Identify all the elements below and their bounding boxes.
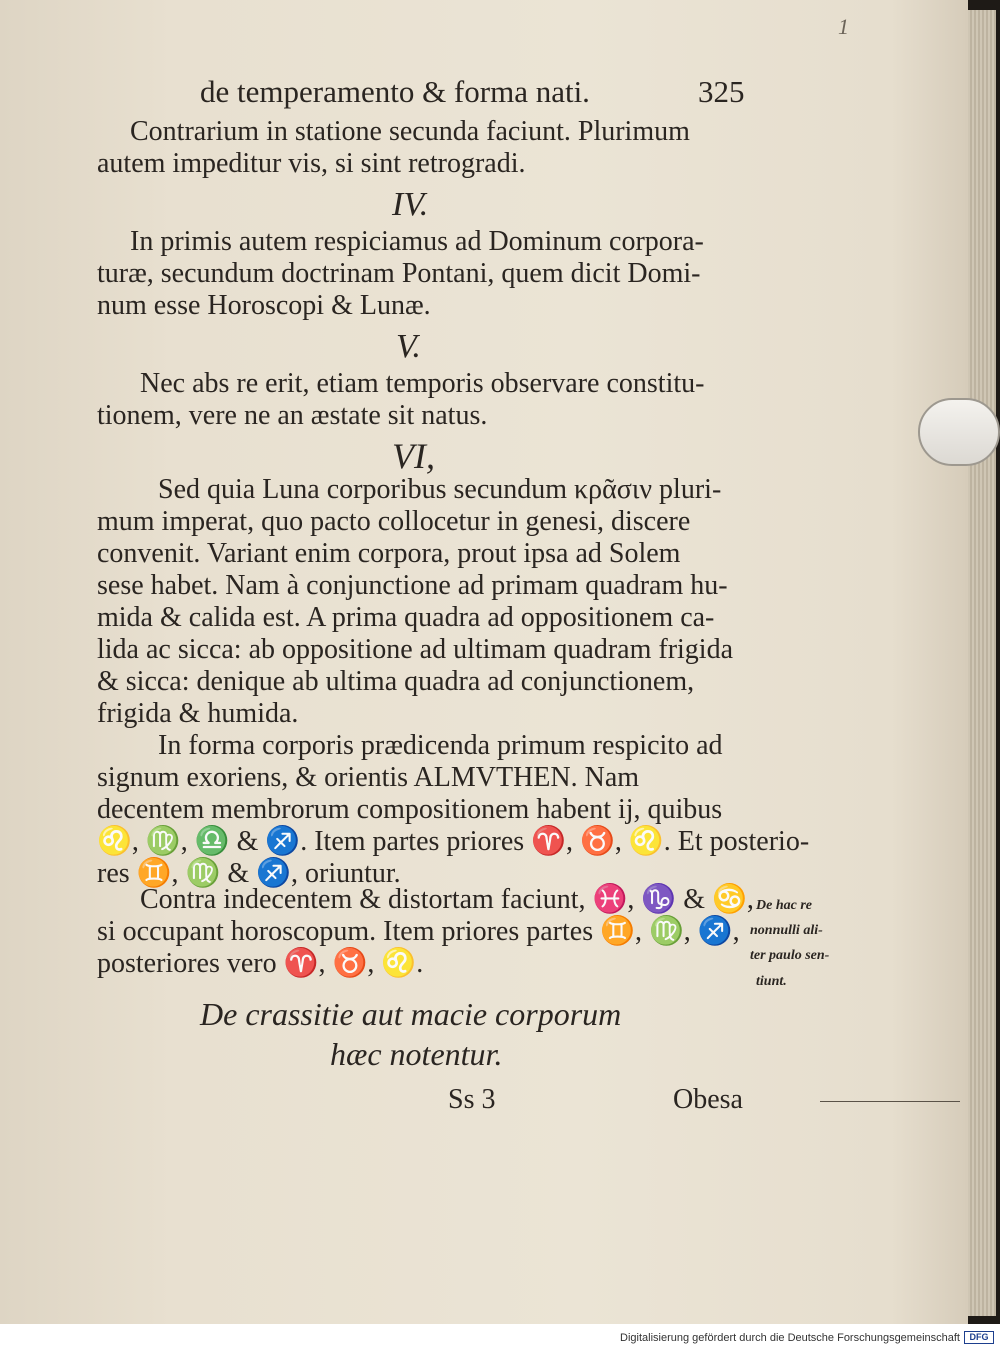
text-line: autem impeditur vis, si sint retrogradi. [97,148,526,179]
text-line: convenit. Variant enim corpora, prout ipsa ad Solem [97,538,681,569]
text-line: & sicca: denique ab ultima quadra ad conjunctionem, [97,666,695,697]
pencil-line [820,1101,960,1102]
text-line: In forma corporis prædicenda primum respicito ad [158,730,723,761]
marginal-note: De hac re [756,898,812,913]
signature-mark: Ss 3 [448,1084,496,1115]
pencil-mark: 1 [838,14,849,39]
catchword: Obesa [673,1084,743,1115]
page-edges [968,10,996,1316]
section-heading: V. [396,328,421,365]
text-line: tionem, vere ne an æstate sit natus. [97,400,488,431]
text-line: num esse Horoscopi & Lunæ. [97,290,431,321]
page-number: 325 [698,74,745,109]
text-line: Contra indecentem & distortam faciunt, ♓, ♑ & ♋, [140,884,754,915]
section-heading: VI, [392,436,435,476]
marginal-note: ter paulo sen- [750,948,830,963]
text-line: turæ, secundum doctrinam Pontani, quem dicit Domi- [97,258,701,289]
text-line: Nec abs re erit, etiam temporis observare constitu- [140,368,705,399]
text-line: mida & calida est. A prima quadra ad oppositionem ca- [97,602,715,633]
text-line: ♌, ♍, ♎ & ♐. Item partes priores ♈, ♉, ♌. Et posterio- [97,826,810,857]
text-line: Contrarium in statione secunda faciunt. Plurimum [130,116,690,147]
text-line: lida ac sicca: ab oppositione ad ultimam quadram frigida [97,634,734,665]
text-line: sese habet. Nam à conjunctione ad primam quadram hu- [97,570,728,601]
text-line: res ♊, ♍ & ♐, oriuntur. [97,858,401,889]
text-line: In primis autem respiciamus ad Dominum corpora- [130,226,704,257]
text-line: si occupant horoscopum. Item priores partes ♊, ♍, ♐, [97,916,740,947]
subheading: hæc notentur. [330,1036,503,1072]
text-line: mum imperat, quo pacto collocetur in genesi, discere [97,506,691,537]
marginal-note: nonnulli ali- [750,923,823,938]
text-line: frigida & humida. [97,698,299,729]
marginal-note: tiunt. [756,974,787,989]
page-marker-tab [918,398,1000,466]
section-heading: IV. [392,186,429,223]
subheading: De crassitie aut macie corporum [200,996,622,1032]
dfg-logo: DFG [964,1331,994,1344]
running-head: de temperamento & forma nati. [200,74,590,109]
text-line: Sed quia Luna corporibus secundum κρᾶσιν pluri- [158,474,722,505]
text-line: posteriores vero ♈, ♉, ♌. [97,948,424,979]
footer-bar [0,1324,1000,1352]
footer-credit: Digitalisierung gefördert durch die Deutsche Forschungsgemeinschaft [620,1332,960,1344]
text-line: decentem membrorum compositionem habent ij, quibus [97,794,723,825]
text-line: signum exoriens, & orientis ALMVTHEN. Nam [97,762,640,793]
